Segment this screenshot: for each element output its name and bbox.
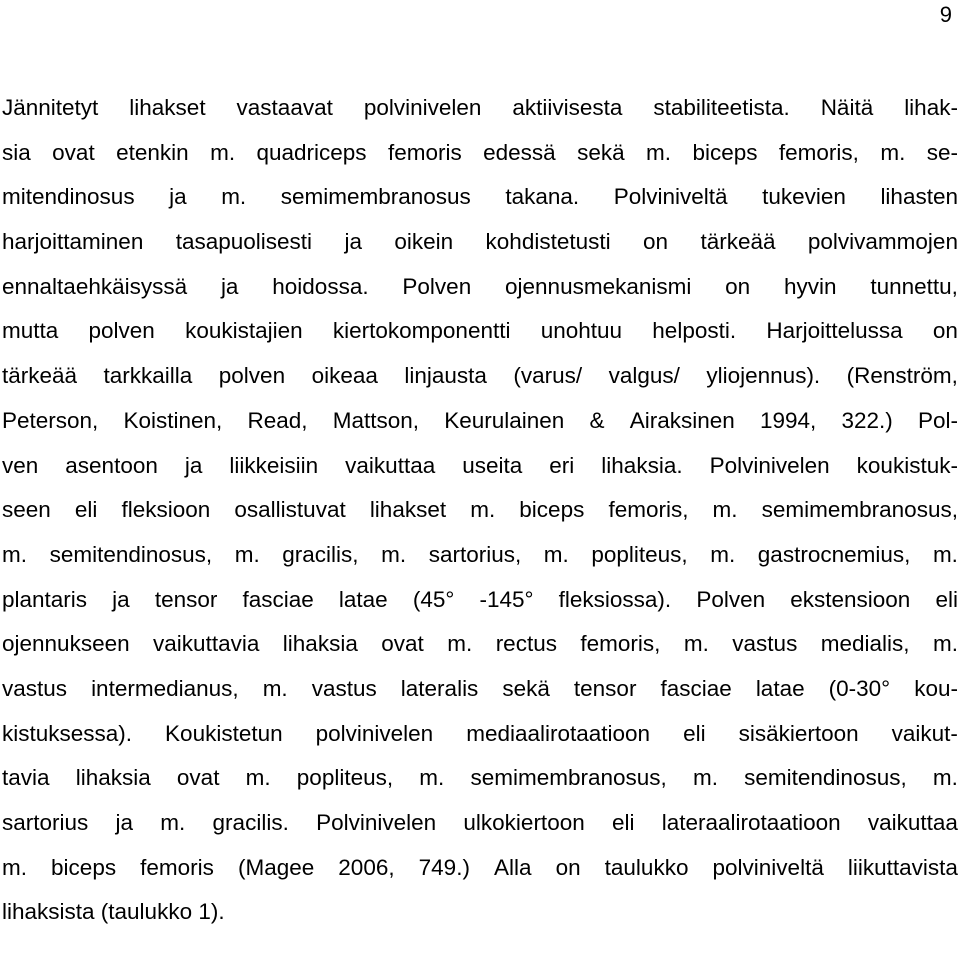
text-line: Peterson, Koistinen, Read, Mattson, Keurulainen & Airaksinen 1994, 322.) Pol-	[2, 407, 958, 433]
text-line: ven asentoon ja liikkeisiin vaikuttaa useita eri lihaksia. Polvinivelen koukistuk-	[2, 452, 958, 478]
text-line: tärkeää tarkkailla polven oikeaa linjausta (varus/ valgus/ yliojennus). (Renström,	[2, 363, 958, 389]
text-line: plantaris ja tensor fasciae latae (45° -145° fleksiossa). Polven ekstensioon eli	[2, 586, 958, 612]
text-line: vastus intermedianus, m. vastus lateralis sekä tensor fasciae latae (0-30° kou-	[2, 675, 958, 701]
text-line: ennaltaehkäisyssä ja hoidossa. Polven ojennusmekanismi on hyvin tunnettu,	[2, 273, 958, 299]
text-line: mitendinosus ja m. semimembranosus takana. Polviniveltä tukevien lihasten	[2, 184, 958, 210]
body-paragraph	[2, 86, 958, 935]
text-line: seen eli fleksioon osallistuvat lihakset m. biceps femoris, m. semimembranosus,	[2, 497, 958, 523]
text-line: ojennukseen vaikuttavia lihaksia ovat m. rectus femoris, m. vastus medialis, m.	[2, 631, 958, 657]
text-line: sartorius ja m. gracilis. Polvinivelen ulkokiertoon eli lateraalirotaatioon vaikuttaa	[2, 810, 958, 835]
text-line: Jännitetyt lihakset vastaavat polvinivelen aktiivisesta stabiliteetista. Näitä lihak-	[2, 95, 958, 120]
text-line: harjoittaminen tasapuolisesti ja oikein kohdistetusti on tärkeää polvivammojen	[2, 229, 958, 255]
text-line: kistuksessa). Koukistetun polvinivelen mediaalirotaatioon eli sisäkiertoon vaikut-	[2, 720, 958, 746]
text-line: m. semitendinosus, m. gracilis, m. sartorius, m. popliteus, m. gastrocnemius, m.	[2, 541, 958, 567]
text-line: mutta polven koukistajien kiertokomponentti unohtuu helposti. Harjoittelussa on	[2, 318, 958, 344]
text-line: lihaksista (taulukko 1).	[2, 899, 225, 925]
text-line: m. biceps femoris (Magee 2006, 749.) Alla on taulukko polviniveltä liikuttavista	[2, 854, 958, 880]
text-line: sia ovat etenkin m. quadriceps femoris edessä sekä m. biceps femoris, m. se-	[2, 139, 958, 165]
page-number: 9	[939, 2, 952, 27]
text-line: tavia lihaksia ovat m. popliteus, m. semimembranosus, m. semitendinosus, m.	[2, 765, 958, 791]
